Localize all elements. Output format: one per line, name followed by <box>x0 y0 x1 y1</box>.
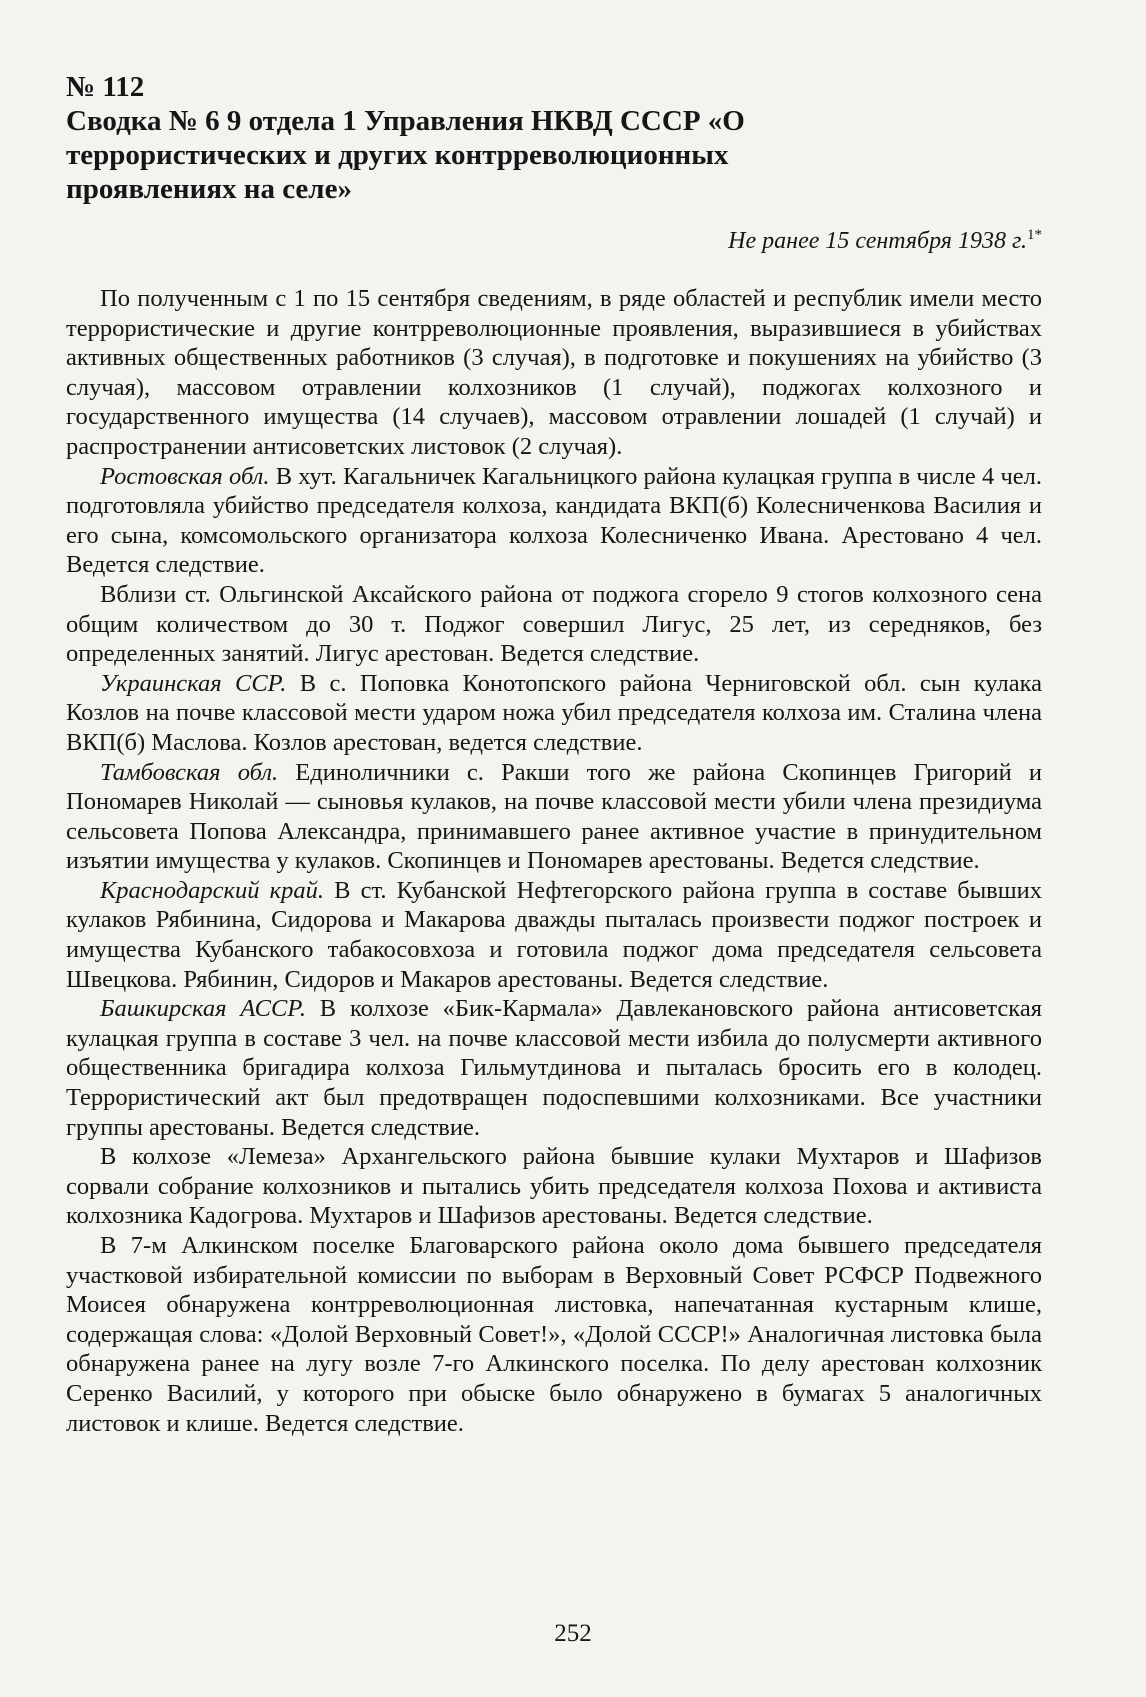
region-label: Украинская ССР. <box>100 669 287 697</box>
paragraph-text: В колхозе «Бик-Кармала» Давлекановского района антисоветская кулацкая группа в составе 3 чел. на почве классовой мести избила до полусмерти активного общественника бригадира колхоза Гильмутдинова и пыталась бросить его в колодец. Террористический акт был предотвращен подоспевшими колхозниками. Все участники группы арестованы. Ведется следствие. <box>66 995 1042 1141</box>
paragraph <box>66 669 1042 758</box>
region-label: Башкирская АССР. <box>100 995 306 1023</box>
paragraph <box>66 284 1042 462</box>
date-footnote-marker: 1* <box>1027 227 1042 243</box>
document-page <box>66 70 1042 1438</box>
page-number: 252 <box>554 1620 592 1647</box>
paragraph <box>66 1231 1042 1438</box>
paragraph <box>66 462 1042 580</box>
paragraph-text: По полученным с 1 по 15 сентября сведениям, в ряде областей и республик имели место террористические и другие контрреволюционные проявления, выразившиеся в убийствах активных общественных работников (3 случая), в подготовке и покушениях на убийство (3 случая), массовом отравлении колхозников (1 случай), поджогах колхозного и государственного имущества (14 случаев), массовом отравлении лошадей (1 случай) и распространении антисоветских листовок (2 случая). <box>66 285 1042 460</box>
paragraph <box>66 758 1042 876</box>
paragraph-text: Единоличники с. Ракши того же района Скопинцев Григорий и Пономарев Николай — сыновья кулаков, на почве классовой мести убили члена президиума сельсовета Попова Александра, принимавшего ранее активное участие в принудительном изъятии имущества у кулаков. Скопинцев и Пономарев арестованы. Ведется следствие. <box>66 758 1042 875</box>
paragraph <box>66 1142 1042 1231</box>
paragraph-text: В колхозе «Лемеза» Архангельского района бывшие кулаки Мухтаров и Шафизов сорвали собрание колхозников и пытались убить председателя колхоза Похова и активиста колхозника Кадогрова. Мухтаров и Шафизов арестованы. Ведется следствие. <box>66 1143 1042 1230</box>
region-label: Ростовская обл. <box>100 462 270 490</box>
region-label: Тамбовская обл. <box>100 758 279 786</box>
region-label: Краснодарский край. <box>100 876 324 904</box>
document-body <box>66 284 1042 1438</box>
paragraph-text: Вблизи ст. Ольгинской Аксайского района от поджога сгорело 9 стогов колхозного сена общим количеством до 30 т. Поджог совершил Лигус, 25 лет, из середняков, без определенных занятий. Лигус арестован. Ведется следствие. <box>66 580 1042 668</box>
paragraph <box>66 580 1042 669</box>
document-title: Сводка № 6 9 отдела 1 Управления НКВД СССР «О террористических и других контрреволюционных проявлениях на селе» <box>66 105 745 205</box>
paragraph-text: В 7-м Алкинском поселке Благоварского района около дома бывшего председателя участковой избирательной комиссии по выборам в Верховный Совет РСФСР Подвежного Моисея обнаружена контрреволюционная листовка, напечатанная кустарным клише, содержащая слова: «Долой Верховный Совет!», «Долой СССР!» Аналогичная листовка была обнаружена ранее на лугу возле 7-го Алкинского поселка. По делу арестован колхозник Серенко Василий, у которого при обыске было обнаружено в бумагах 5 аналогичных листовок и клише. Ведется следствие. <box>66 1232 1042 1437</box>
paragraph-text: В с. Поповка Конотопского района Черниговской обл. сын кулака Козлов на почве классовой мести ударом ножа убил председателя колхоза им. Сталина члена ВКП(б) Маслова. Козлов арестован, ведется следствие. <box>66 669 1042 756</box>
paragraph <box>66 994 1042 1142</box>
document-number: № 112 <box>66 71 145 103</box>
paragraph-text: В хут. Кагальничек Кагальницкого района кулацкая группа в числе 4 чел. подготовляла убийство председателя колхоза, кандидата ВКП(б) Колесниченкова Василия и его сына, комсомольского организатора колхоза Колесниченко Ивана. Арестовано 4 чел. Ведется следствие. <box>66 462 1042 579</box>
paragraph <box>66 876 1042 994</box>
paragraph-text: В ст. Кубанской Нефтегорского района группа в составе бывших кулаков Рябинина, Сидорова и Макарова дважды пыталась произвести поджог построек и имущества Кубанского табакосовхоза и готовила поджог дома председателя сельсовета Швецкова. Рябинин, Сидоров и Макаров арестованы. Ведется следствие. <box>66 876 1042 993</box>
document-date-line <box>66 220 1042 256</box>
document-date: Не ранее 15 сентября 1938 г. <box>728 228 1027 254</box>
